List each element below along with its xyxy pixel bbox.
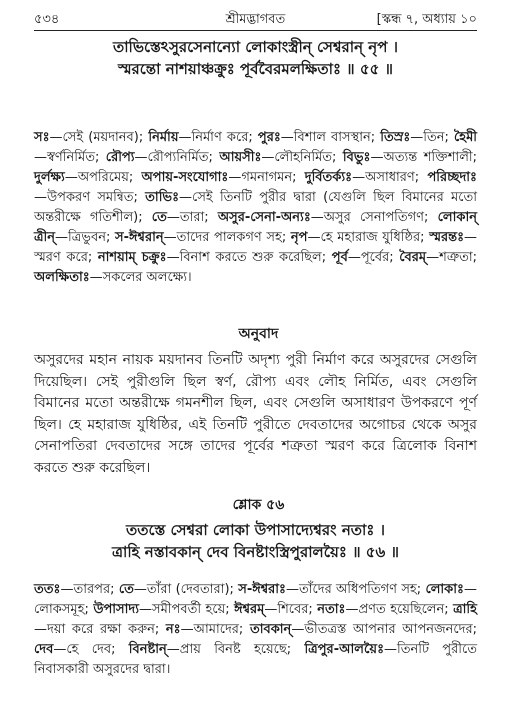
synonym-meaning: হে মহারাজ যুধিষ্ঠির; [320, 230, 425, 245]
synonym-meaning: বিশাল বাসস্থান; [293, 130, 376, 145]
synonym-entry [119, 582, 234, 597]
synonym-word: আয়সীঃ [219, 150, 262, 165]
synonym-word: পরিচ্ছদাঃ [427, 170, 477, 185]
synonym-meaning: ত্রিভুবন; [68, 230, 111, 245]
dash: — [384, 642, 397, 657]
synonym-word: নতাঃ [317, 602, 346, 617]
synonym-word: ততঃ [34, 582, 61, 597]
dash: — [166, 642, 180, 657]
synonym-entry [106, 150, 213, 165]
synonym-entry [380, 130, 449, 145]
synonym-meaning: তাদের পালকগণ সহ; [176, 230, 287, 245]
verse-56-line-1: ততস্তে সেশ্বরা লোকা উপাসাদ্যেশ্বরং নতাঃ । [126, 521, 385, 539]
translation-text: অসুরদের মহান নায়ক ময়দানব তিনটি অদৃশ্য পুরী নির্মাণ করে অসুরদের সেগুলি দিয়েছিল। সেই পুরীগুলি ছিল স্বর্ণ, রৌপ্য এবং লৌহ নির্মিত, এবং সেগুলি বিমানের মতো অন্তরীক্ষে গমনশীল ছিল, এবং সেগুলি অসাধারণ উপকরণে পূর্ণ ছিল। হে মহারাজ যুধিষ্ঠির, এই তিনটি পুরীতে দেবতাদের অগোচর থেকে অসুর সেনাপতিরা দেবতাদের সঙ্গে তাদের পূর্বের শত্রুতা স্মরণ করে ত্রিলোক বিনাশ করতে শুরু করেছিল। [34, 352, 477, 476]
dash: — [410, 130, 424, 145]
synonym-entry [258, 130, 375, 145]
dash: — [133, 582, 147, 597]
dash: — [280, 130, 294, 145]
synonym-meaning: আমাদের; [193, 622, 244, 637]
synonym-meaning: উপকরণ সমন্বিত; [47, 190, 138, 205]
synonym-word: দুর্বিতর্ক্যঃ [304, 170, 353, 185]
synonym-meaning: তাঁদের অধিপতিগণ সহ; [299, 582, 422, 597]
dash: — [464, 230, 478, 245]
dash: — [134, 150, 148, 165]
synonym-meaning: হে দেব; [66, 642, 116, 657]
dash: — [139, 602, 152, 617]
synonym-word: অলক্ষিতাঃ [34, 270, 90, 285]
synonym-meaning: শত্রুতা; [439, 250, 478, 265]
synonym-meaning: ভীতত্রস্ত আপনার আপনজনদের; [304, 622, 478, 637]
synonym-word: ঈশ্বরম্ [234, 602, 265, 617]
synonym-meaning: অসাধারণ; [365, 170, 420, 185]
synonym-meaning: তিনটি পুরীতে নিবাসকারী অসুরদের দ্বারা। [34, 642, 477, 677]
running-header [34, 6, 477, 31]
synonym-entry [166, 622, 243, 637]
synonym-entry [317, 602, 448, 617]
synonym-word: বিভুঃ [342, 150, 371, 165]
synonym-entry [399, 250, 477, 265]
synonym-word: নঃ [165, 622, 181, 637]
chapter-reference: [স্কন্ধ ৭, অধ্যায় ১০ [376, 12, 477, 27]
synonym-entry [34, 130, 143, 145]
synonym-meaning: বিনাশ করতে শুরু করেছিল; [179, 250, 327, 265]
synonym-word: ত্রাহি [453, 602, 477, 617]
synonym-entry [93, 602, 229, 617]
verse-56-heading: শ্লোক ৫৬ [232, 497, 285, 513]
synonym-entry [219, 150, 336, 165]
synonym-entry [152, 210, 209, 225]
synonym-word: হৈমী [454, 130, 478, 145]
synonym-word: পূর্ব [331, 250, 348, 265]
dash: — [286, 582, 299, 597]
synonym-entry [34, 582, 114, 597]
dash: — [49, 130, 63, 145]
book-title: শ্রীমদ্ভাগবত [225, 12, 286, 27]
dash: — [426, 250, 440, 265]
synonym-word: অসুর-সেনা-অন্যঃ [217, 210, 311, 225]
synonym-meaning: সকলের অলক্ষ্যে। [102, 270, 192, 285]
synonym-meaning: সেই তিনটি পুরীর দ্বারা (যেগুলি ছিল বিমানের মতো অন্তরীক্ষে গতিশীল); [34, 190, 477, 225]
dash: — [261, 150, 275, 165]
synonym-word: তিস্রঃ [380, 130, 411, 145]
dash: — [60, 582, 74, 597]
synonym-word: সঃ [34, 130, 50, 145]
synonym-word: নির্মায় [148, 130, 179, 145]
dash: — [347, 250, 361, 265]
synonym-word: নৃপ [290, 230, 308, 245]
synonym-meaning: অপরিমেয়; [77, 170, 134, 185]
synonym-meaning: দয়া করে রক্ষা করুন; [47, 622, 160, 637]
synonym-entry [148, 130, 252, 145]
dash: — [34, 150, 47, 165]
dash: — [310, 210, 324, 225]
synonym-word: তে [118, 582, 134, 597]
synonym-entry [115, 230, 286, 245]
dash: — [463, 582, 477, 597]
dash: — [34, 622, 47, 637]
synonym-word: দেব [34, 642, 54, 657]
verse-56-line-2: ত্রাহি নস্তাবকান্ দেব বিনষ্টাংস্ত্রিপুরালয়ৈঃ ॥ ৫৬ ॥ [112, 543, 399, 561]
synonym-meaning: প্রণত হয়েছিলেন; [358, 602, 449, 617]
synonym-word: রৌপ্য [105, 150, 135, 165]
synonym-meaning: রৌপ্যনির্মিত; [147, 150, 213, 165]
dash: — [180, 622, 194, 637]
synonym-meaning: সেই (ময়দানব); [62, 130, 144, 145]
verse-56 [34, 519, 477, 563]
verse-55-line-1: তাভিস্তেঽসুরসেনান্যো লোকাংস্ত্রীন্ সেশ্বরান্ নৃপ । [112, 38, 399, 56]
synonym-word: দুর্লক্ষ্য [34, 170, 65, 185]
synonym-entry [234, 602, 313, 617]
dash: — [64, 170, 78, 185]
dash: — [264, 602, 278, 617]
synonyms-56 [34, 580, 477, 680]
synonym-meaning: স্বর্ণনির্মিত; [47, 150, 100, 165]
synonym-entry [305, 170, 419, 185]
synonym-meaning: লোকসমূহ; [34, 602, 89, 617]
synonym-entry [218, 210, 429, 225]
synonym-word: বৈরম্ [399, 250, 427, 265]
dash: — [53, 642, 67, 657]
synonym-meaning: গমনাগমন; [241, 170, 297, 185]
dash: — [34, 190, 47, 205]
synonym-entry [238, 582, 421, 597]
synonym-word: অপায়-সংযোগাঃ [141, 170, 229, 185]
dash: — [166, 250, 180, 265]
synonym-meaning: প্রায় বিনষ্ট হয়েছে; [179, 642, 292, 657]
synonym-entry [250, 622, 477, 637]
synonym-word: তাভিঃ [145, 190, 180, 205]
synonym-entry [332, 250, 394, 265]
synonym-entry [142, 170, 297, 185]
synonym-entry [343, 150, 477, 165]
synonym-word: তাবকান্ [249, 622, 292, 637]
synonym-meaning: অসুর সেনাপতিগণ; [323, 210, 429, 225]
dash: — [178, 130, 192, 145]
dash: — [228, 170, 242, 185]
dash: — [352, 170, 366, 185]
synonym-meaning: সমীপবর্তী হয়ে; [152, 602, 230, 617]
page-number: ৫৩৪ [34, 12, 60, 27]
synonym-meaning: তাঁরা (দেবতারা); [146, 582, 234, 597]
synonyms-55 [34, 128, 477, 288]
synonym-word: উপাসাদ্য [93, 602, 139, 617]
synonym-meaning: তারপর; [73, 582, 115, 597]
synonym-entry [34, 170, 133, 185]
translation-heading: অনুবাদ [238, 326, 279, 342]
synonym-meaning: লৌহনির্মিত; [274, 150, 337, 165]
dash: — [166, 210, 180, 225]
synonym-meaning: অত্যন্ত শক্তিশালী; [383, 150, 477, 165]
verse-55-line-2: স্মরন্তো নাশয়াঞ্চক্রুঃ পূর্ববৈরমলক্ষিতাঃ ॥ ৫৫ ॥ [117, 60, 394, 78]
synonym-entry [34, 642, 115, 657]
dash: — [345, 602, 359, 617]
synonym-meaning: শিবের; [277, 602, 313, 617]
synonym-word: লোকাঃ [425, 582, 464, 597]
synonym-entry [98, 250, 326, 265]
synonym-word: পুরঃ [257, 130, 281, 145]
synonym-word: বিনষ্টান্ [128, 642, 167, 657]
dash: — [179, 190, 193, 205]
synonym-word: স-ঈশ্বরাঃ [238, 582, 286, 597]
dash: — [55, 230, 69, 245]
verse-55 [34, 36, 477, 80]
dash: — [163, 230, 177, 245]
synonym-word: স-ঈশ্বরান্ [115, 230, 164, 245]
dash: — [307, 230, 321, 245]
synonym-entry [291, 230, 425, 245]
synonym-meaning: স্মরণ করে; [34, 250, 93, 265]
synonym-meaning: তিন; [423, 130, 449, 145]
dash: — [291, 622, 305, 637]
synonym-word: স্মরন্তঃ [429, 230, 465, 245]
dash: — [370, 150, 384, 165]
synonym-word: ত্রিপুর-আলয়ৈঃ [304, 642, 384, 657]
synonym-word: তে [151, 210, 167, 225]
synonym-word: নাশয়াম্ চক্রুঃ [97, 250, 167, 265]
synonym-word: লোকান্ ত্রীন্ [34, 210, 477, 245]
synonym-entry [129, 642, 291, 657]
synonym-meaning: পূর্বের; [360, 250, 394, 265]
synonym-entry [34, 270, 192, 285]
synonym-meaning: নির্মাণ করে; [191, 130, 253, 145]
synonym-meaning: তারা; [179, 210, 209, 225]
dash: — [89, 270, 103, 285]
